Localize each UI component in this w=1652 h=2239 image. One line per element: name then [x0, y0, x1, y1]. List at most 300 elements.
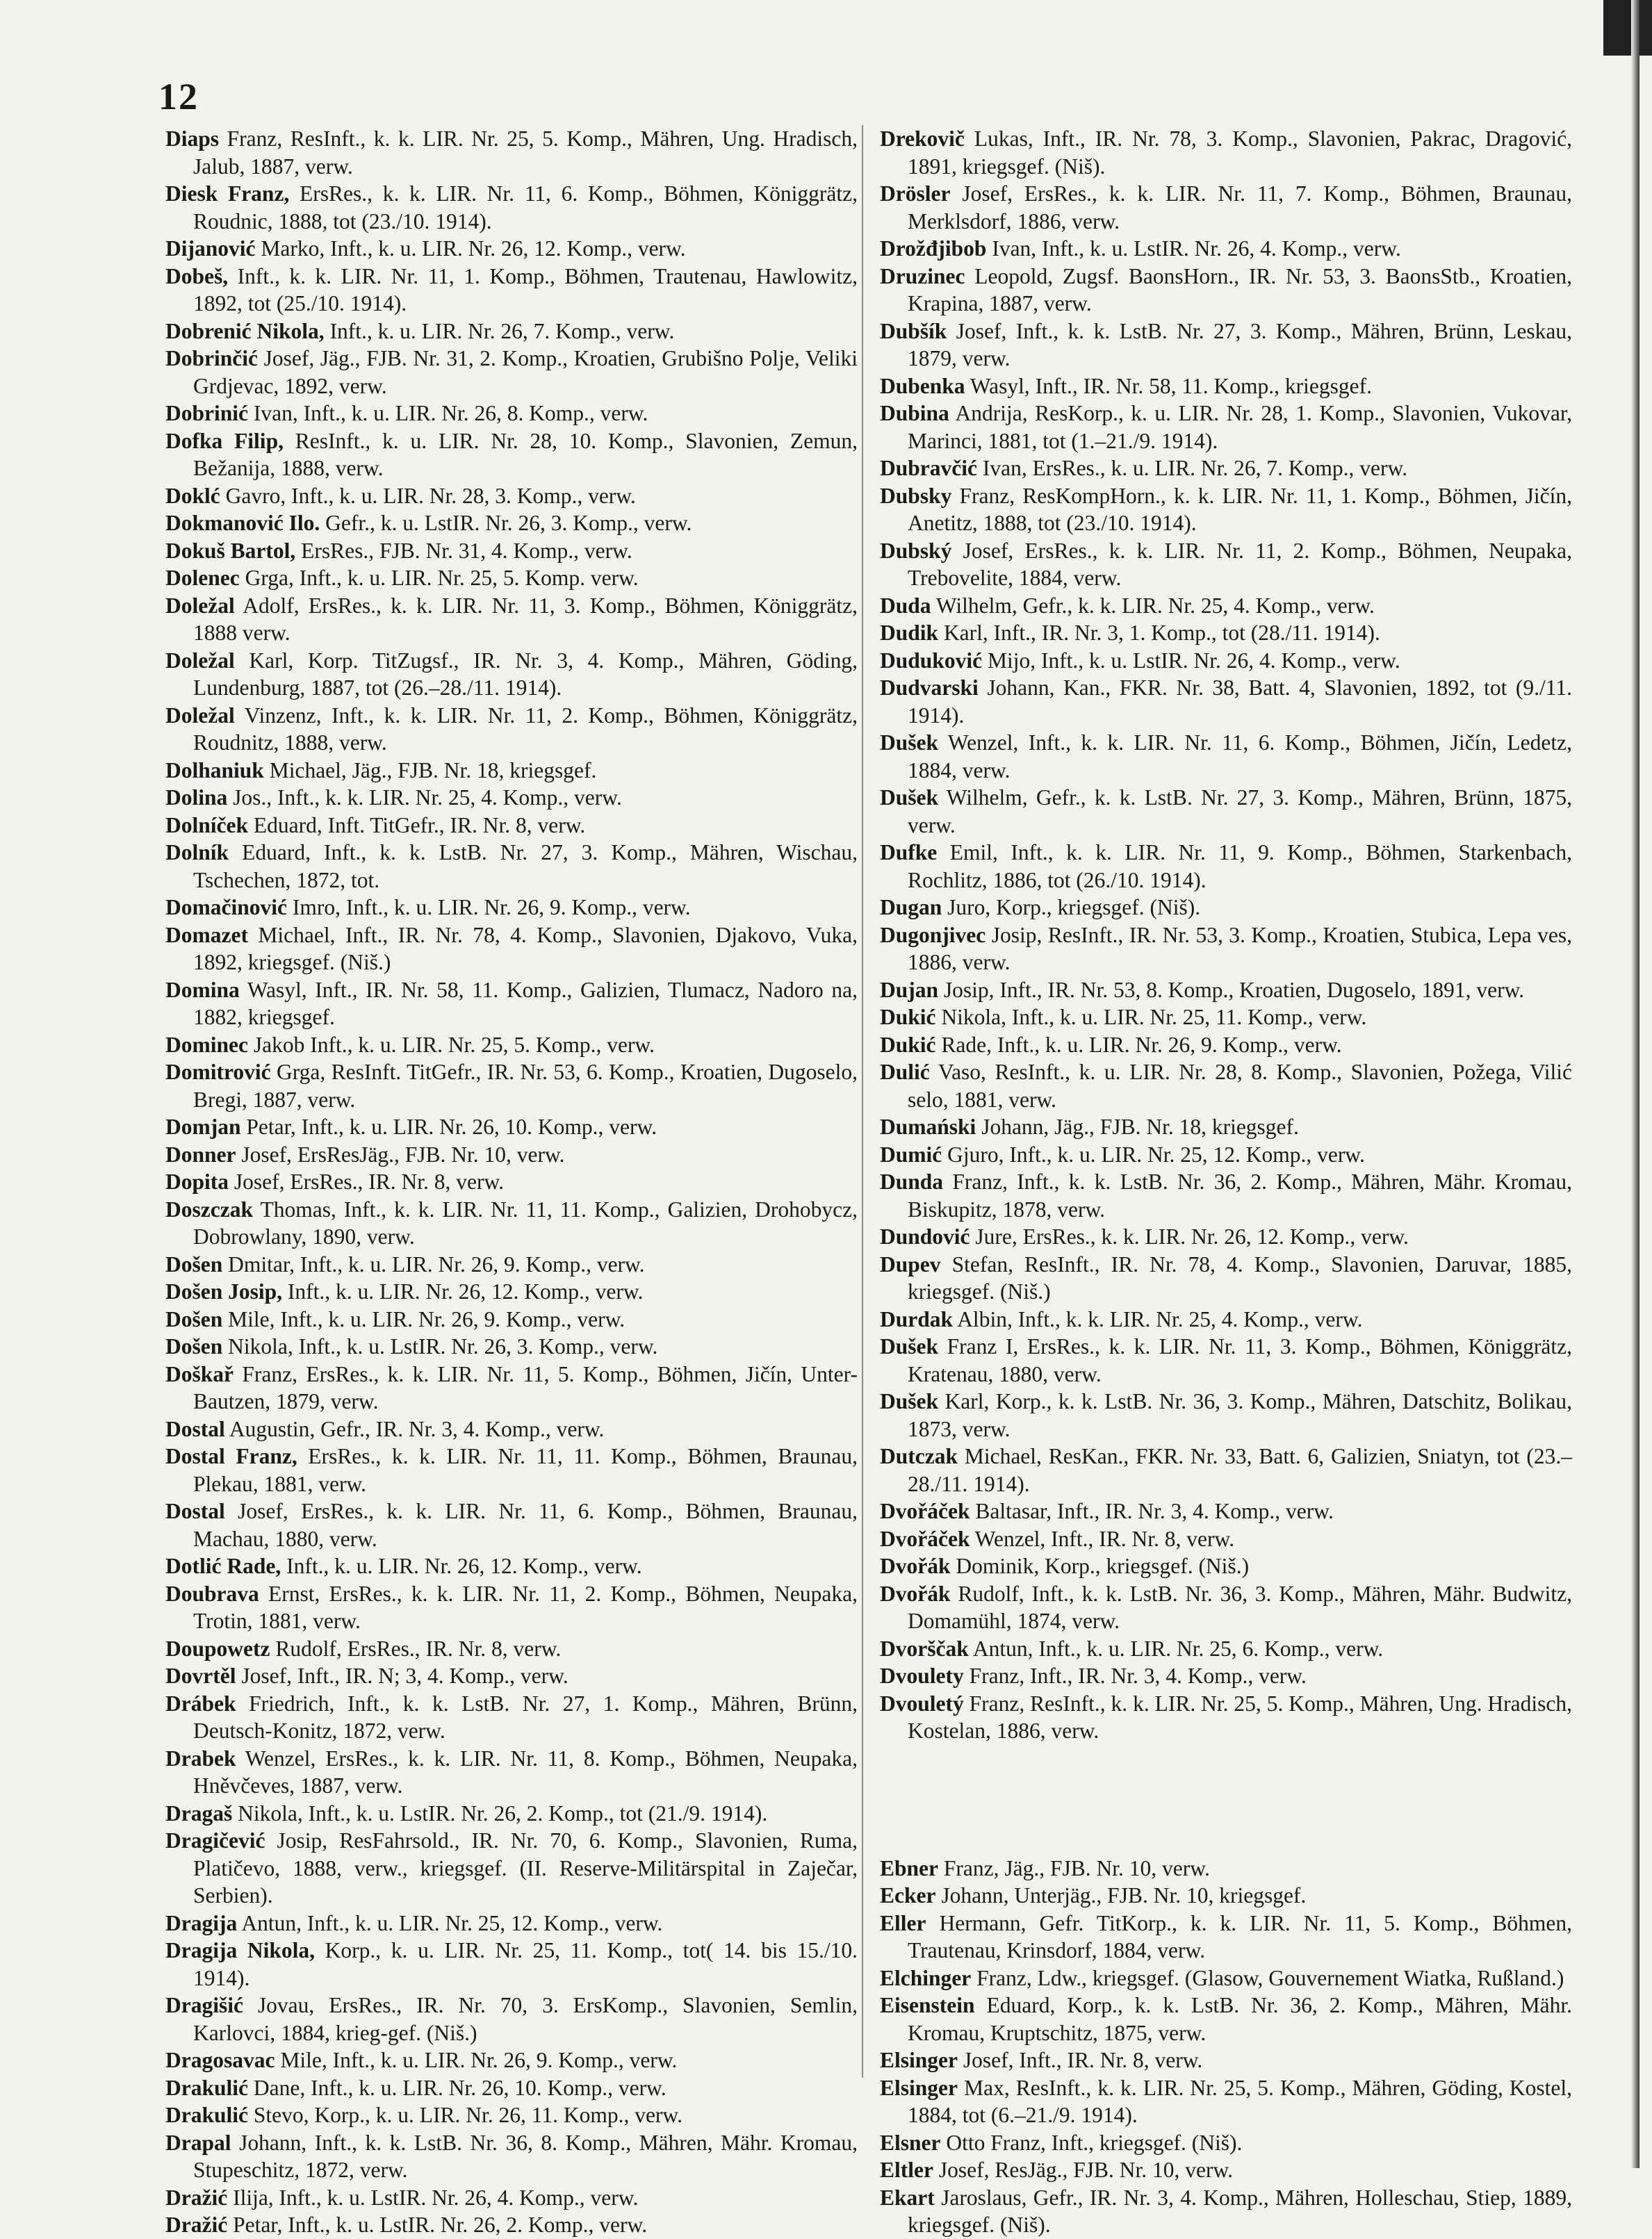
- entry-details: Leopold, Zugsf. BaonsHorn., IR. Nr. 53, 3. BaonsStb., Kroatien, Krapina, 1887, verw.: [908, 263, 1572, 315]
- entry-surname: Elchinger: [880, 1965, 972, 1990]
- entry-surname: Došen Josip,: [165, 1279, 283, 1304]
- entry-surname: Dukić: [880, 1032, 936, 1057]
- list-entry: [880, 2129, 1572, 2157]
- entry-surname: Dvoulety: [880, 1664, 964, 1688]
- right-column: [880, 125, 1572, 2239]
- entry-details: Rudolf, ErsRes., IR. Nr. 8, verw.: [275, 1636, 562, 1661]
- entry-surname: Dvořáček: [880, 1499, 970, 1523]
- entry-details: Jure, ErsRes., k. k. LIR. Nr. 26, 12. Komp., verw.: [975, 1224, 1409, 1249]
- entry-details: Korp., k. u. LIR. Nr. 25, 11. Komp., tot( 14. bis 15./10. 1914).: [193, 1938, 858, 1990]
- entry-surname: Drösler: [880, 181, 951, 206]
- entry-surname: Dvouletý: [880, 1691, 964, 1716]
- list-entry: [165, 125, 858, 180]
- list-entry: [165, 592, 858, 647]
- entry-details: Lukas, Inft., IR. Nr. 78, 3. Komp., Slavonien, Pakrac, Dragović, 1891, kriegsgef. (Niš).: [908, 126, 1573, 179]
- entry-surname: Dragaš: [165, 1801, 233, 1826]
- entry-surname: Diesk Franz,: [165, 181, 290, 206]
- entry-surname: Dotlić Rade,: [165, 1554, 281, 1578]
- entry-surname: Dubský: [880, 538, 952, 563]
- entry-details: Josef, Inft., IR. Nr. 8, verw.: [963, 2048, 1203, 2072]
- entry-surname: Drekovič: [880, 126, 965, 151]
- entry-details: Franz I, ErsRes., k. k. LIR. Nr. 11, 3. Komp., Böhmen, Königgrätz, Kratenau, 1880, verw.: [908, 1334, 1572, 1386]
- list-entry: [165, 2101, 858, 2129]
- entry-surname: Dutczak: [880, 1444, 958, 1468]
- list-entry: [165, 263, 858, 318]
- entry-surname: Dolhaniuk: [165, 757, 264, 782]
- entry-surname: Dudvarski: [880, 675, 979, 700]
- entry-details: Dominik, Korp., kriegsgef. (Niš.): [956, 1554, 1250, 1578]
- entry-details: Rade, Inft., k. u. LIR. Nr. 26, 9. Komp., verw.: [941, 1032, 1342, 1057]
- entry-surname: Dugonjivec: [880, 922, 986, 947]
- list-entry: [880, 647, 1572, 675]
- entry-surname: Dominec: [165, 1032, 248, 1057]
- entry-details: Franz, Jäg., FJB. Nr. 10, verw.: [943, 1855, 1210, 1880]
- entry-surname: Eisenstein: [880, 1993, 975, 2017]
- list-entry: [880, 1058, 1572, 1113]
- entry-surname: Dragija Nikola,: [165, 1938, 316, 1962]
- entry-details: Petar, Inft., k. u. LIR. Nr. 26, 10. Komp., verw.: [246, 1115, 657, 1139]
- list-entry: [880, 1388, 1572, 1443]
- entry-details: Nikola, Inft., k. u. LstIR. Nr. 26, 3. Komp., verw.: [228, 1334, 658, 1359]
- entry-details: Dane, Inft., k. u. LIR. Nr. 26, 10. Komp., verw.: [253, 2075, 666, 2100]
- entry-surname: Dušek: [880, 785, 939, 810]
- entry-surname: Dubenka: [880, 373, 965, 398]
- entry-details: Nikola, Inft., k. u. LstIR. Nr. 26, 2. Komp., tot (21./9. 1914).: [238, 1801, 768, 1826]
- list-entry: [165, 1910, 858, 1937]
- entry-details: Albin, Inft., k. k. LIR. Nr. 25, 4. Komp., verw.: [957, 1306, 1363, 1331]
- entry-surname: Došen: [165, 1334, 223, 1359]
- list-entry: [165, 757, 858, 785]
- list-entry: [165, 1662, 858, 1690]
- entry-details: Johann, Jäg., FJB. Nr. 18, kriegsgef.: [981, 1115, 1299, 1139]
- section-gap: [880, 1745, 1572, 1855]
- list-entry: [165, 2211, 858, 2239]
- entry-surname: Došen: [165, 1252, 223, 1277]
- entry-surname: Eltler: [880, 2158, 933, 2182]
- entry-surname: Dubšík: [880, 318, 947, 343]
- list-entry: [880, 1690, 1572, 1745]
- list-entry: [165, 1498, 858, 1552]
- list-entry: [880, 1910, 1572, 1965]
- list-entry: [880, 674, 1572, 729]
- list-entry: [880, 2074, 1572, 2129]
- entry-details: Wenzel, ErsRes., k. k. LIR. Nr. 11, 8. Komp., Böhmen, Neupaka, Hněvčeves, 1887, verw.: [193, 1746, 858, 1798]
- entry-surname: Dubsky: [880, 483, 952, 508]
- list-entry: [880, 400, 1572, 454]
- entry-surname: Druzinec: [880, 263, 965, 288]
- entry-surname: Dvořák: [880, 1554, 951, 1578]
- entry-surname: Dujan: [880, 977, 939, 1002]
- list-entry: [880, 1031, 1572, 1059]
- entry-details: Juro, Korp., kriegsgef. (Niš).: [947, 895, 1201, 919]
- entry-details: Wasyl, Inft., IR. Nr. 58, 11. Komp., kriegsgef.: [970, 373, 1372, 398]
- list-entry: [165, 1031, 858, 1059]
- entry-surname: Dražić: [165, 2213, 228, 2237]
- entry-details: Josef, ErsRes., k. k. LIR. Nr. 11, 6. Komp., Böhmen, Braunau, Machau, 1880, verw.: [193, 1499, 858, 1551]
- list-entry: [165, 1800, 858, 1828]
- entry-surname: Donner: [165, 1142, 236, 1167]
- entry-surname: Drakulić: [165, 2103, 249, 2127]
- list-entry: [165, 1168, 858, 1196]
- entry-surname: Dupev: [880, 1252, 941, 1277]
- list-entry: [165, 1580, 858, 1635]
- list-entry: [880, 894, 1572, 921]
- entry-surname: Dobeš,: [165, 263, 229, 288]
- entry-details: Johann, Kan., FKR. Nr. 38, Batt. 4, Slavonien, 1892, tot (9./11. 1914).: [908, 675, 1573, 728]
- list-entry: [165, 1443, 858, 1498]
- entry-details: Ivan, Inft., k. u. LstIR. Nr. 26, 4. Komp., verw.: [992, 236, 1401, 261]
- entry-surname: Doležal: [165, 593, 235, 618]
- list-entry: [165, 1113, 858, 1141]
- entry-details: Johann, Inft., k. k. LstB. Nr. 36, 8. Komp., Mähren, Mähr. Kromau, Stupeschitz, 1872, verw.: [193, 2130, 858, 2182]
- entry-details: Ivan, ErsRes., k. u. LIR. Nr. 26, 7. Komp., verw.: [982, 456, 1408, 480]
- entry-details: Hermann, Gefr. TitKorp., k. k. LIR. Nr. 11, 5. Komp., Böhmen, Trautenau, Krinsdorf, 1884, verw.: [908, 1910, 1573, 1962]
- entry-surname: Dražić: [165, 2185, 228, 2210]
- entry-surname: Dundović: [880, 1224, 970, 1249]
- entry-details: Ernst, ErsRes., k. k. LIR. Nr. 11, 2. Komp., Böhmen, Neupaka, Trotin, 1881, verw.: [193, 1581, 858, 1633]
- list-entry: [165, 702, 858, 757]
- list-entry: [165, 1278, 858, 1306]
- entry-details: Max, ResInft., k. k. LIR. Nr. 25, 5. Komp., Mähren, Göding, Kostel, 1884, tot (6.–21./9. 1914).: [908, 2075, 1573, 2127]
- entry-surname: Doupowetz: [165, 1636, 270, 1661]
- list-entry: [880, 1635, 1572, 1663]
- entry-details: Mile, Inft., k. u. LIR. Nr. 26, 9. Komp., verw.: [280, 2048, 678, 2072]
- entry-details: Grga, ResInft. TitGefr., IR. Nr. 53, 6. Komp., Kroatien, Dugoselo, Bregi, 1887, verw.: [193, 1060, 858, 1112]
- entry-details: Wenzel, Inft., IR. Nr. 8, verw.: [974, 1526, 1235, 1551]
- entry-details: Wilhelm, Gefr., k. k. LIR. Nr. 25, 4. Komp., verw.: [935, 593, 1375, 618]
- entry-surname: Dufke: [880, 840, 938, 864]
- entry-details: Stevo, Korp., k. u. LIR. Nr. 26, 11. Komp., verw.: [253, 2103, 683, 2127]
- entry-details: Franz, ErsRes., k. k. LIR. Nr. 11, 5. Komp., Böhmen, Jičín, Unter-Bautzen, 1879, verw.: [193, 1361, 858, 1413]
- list-entry: [880, 2156, 1572, 2184]
- entry-details: Mile, Inft., k. u. LIR. Nr. 26, 9. Komp., verw.: [228, 1306, 625, 1331]
- entry-details: Inft., k. u. LIR. Nr. 26, 12. Komp., verw.: [286, 1554, 642, 1578]
- entry-surname: Dostal Franz,: [165, 1444, 297, 1468]
- entry-surname: Dolenec: [165, 566, 240, 590]
- entry-surname: Domina: [165, 977, 240, 1002]
- entry-details: Michael, Inft., IR. Nr. 78, 4. Komp., Slavonien, Djakovo, Vuka, 1892, kriegsgef. (Niš.): [193, 922, 858, 974]
- entry-surname: Elsinger: [880, 2048, 958, 2072]
- list-entry: [165, 509, 858, 537]
- list-entry: [165, 1333, 858, 1361]
- entry-details: Wilhelm, Gefr., k. k. LstB. Nr. 27, 3. Komp., Mähren, Brünn, 1875, verw.: [908, 785, 1572, 837]
- list-entry: [880, 318, 1572, 372]
- entry-surname: Dragosavac: [165, 2048, 275, 2072]
- list-entry: [880, 1443, 1572, 1498]
- entry-surname: Doszczak: [165, 1197, 253, 1222]
- entry-surname: Dostal: [165, 1416, 225, 1441]
- list-entry: [165, 1196, 858, 1251]
- list-entry: [880, 1113, 1572, 1141]
- list-entry: [880, 482, 1572, 537]
- list-entry: [165, 1058, 858, 1113]
- entry-surname: Domitrović: [165, 1060, 271, 1084]
- entry-details: Eduard, Korp., k. k. LstB. Nr. 36, 2. Komp., Mähren, Mähr. Kromau, Kruptschitz, 1875, verw.: [908, 1993, 1573, 2045]
- list-entry: [165, 921, 858, 976]
- entry-details: Franz, ResInft., k. k. LIR. Nr. 25, 5. Komp., Mähren, Ung. Hradisch, Kostelan, 1886, verw.: [908, 1691, 1572, 1743]
- entry-details: ResInft., k. u. LIR. Nr. 28, 10. Komp., Slavonien, Zemun, Bežanija, 1888, verw.: [193, 428, 858, 480]
- scan-edge-gradient: [1631, 0, 1639, 2168]
- entry-details: Josip, ResInft., IR. Nr. 53, 3. Komp., Kroatien, Stubica, Lepa ves, 1886, verw.: [908, 922, 1572, 974]
- entry-surname: Dokuš Bartol,: [165, 538, 296, 563]
- entry-surname: Dvorščak: [880, 1636, 969, 1661]
- list-entry: [880, 125, 1572, 180]
- entry-surname: Dostal: [165, 1499, 225, 1523]
- entry-surname: Duduković: [880, 648, 983, 673]
- entry-details: Mijo, Inft., k. u. LstIR. Nr. 26, 4. Komp., verw.: [987, 648, 1400, 673]
- list-entry: [880, 1168, 1572, 1223]
- list-entry: [165, 1827, 858, 1910]
- entry-details: ErsRes., FJB. Nr. 31, 4. Komp., verw.: [301, 538, 632, 563]
- list-entry: [165, 2184, 858, 2212]
- entry-surname: Dragišić: [165, 1993, 243, 2017]
- list-entry: [165, 400, 858, 427]
- entry-details: Josip, ResFahrsold., IR. Nr. 70, 6. Komp., Slavonien, Ruma, Platičevo, 1888, verw., kriegsgef. (II. Reserve-Militärspital in Zaječar, Serbien).: [193, 1828, 858, 1908]
- entry-surname: Dobrenić Nikola,: [165, 318, 325, 343]
- entry-surname: Drakulić: [165, 2075, 249, 2100]
- list-entry: [165, 180, 858, 235]
- entry-surname: Dukić: [880, 1005, 936, 1029]
- list-entry: [880, 1580, 1572, 1635]
- entry-details: Marko, Inft., k. u. LIR. Nr. 26, 12. Komp., verw.: [261, 236, 686, 261]
- entry-surname: Dobrinčić: [165, 346, 258, 370]
- entry-details: Antun, Inft., k. u. LIR. Nr. 25, 12. Komp., verw.: [241, 1910, 663, 1935]
- list-entry: [880, 1855, 1572, 1883]
- entry-details: Adolf, ErsRes., k. k. LIR. Nr. 11, 3. Komp., Böhmen, Königgrätz, 1888 verw.: [193, 593, 858, 645]
- entry-details: Imro, Inft., k. u. LIR. Nr. 26, 9. Komp., verw.: [292, 895, 691, 919]
- list-entry: [880, 592, 1572, 620]
- page-number: 12: [158, 76, 199, 117]
- entry-details: Jaroslaus, Gefr., IR. Nr. 3, 4. Komp., Mähren, Holleschau, Stiep, 1889, kriegsgef. (Niš).: [908, 2185, 1572, 2237]
- entry-surname: Dvořák: [880, 1581, 951, 1606]
- entry-details: Jovau, ErsRes., IR. Nr. 70, 3. ErsKomp., Slavonien, Semlin, Karlovci, 1884, krieg-gef. (Niš.): [193, 1993, 858, 2045]
- entry-details: Vinzenz, Inft., k. k. LIR. Nr. 11, 2. Komp., Böhmen, Königgrätz, Roudnitz, 1888, verw.: [193, 703, 858, 755]
- entry-details: Franz, ResInft., k. k. LIR. Nr. 25, 5. Komp., Mähren, Ung. Hradisch, Jalub, 1887, verw.: [193, 126, 858, 179]
- entry-details: Wasyl, Inft., IR. Nr. 58, 11. Komp., Galizien, Tlumacz, Nadoro na, 1882, kriegsgef.: [193, 977, 858, 1029]
- entry-surname: Domazet: [165, 922, 248, 947]
- list-entry: [880, 235, 1572, 263]
- list-entry: [880, 1306, 1572, 1334]
- list-entry: [880, 619, 1572, 647]
- entry-surname: Dubina: [880, 401, 949, 425]
- entry-surname: Drapal: [165, 2130, 231, 2155]
- entry-details: Andrija, ResKorp., k. u. LIR. Nr. 28, 1. Komp., Slavonien, Vukovar, Marinci, 1881, tot (1.–21./9. 1914).: [908, 401, 1573, 453]
- entry-surname: Dragija: [165, 1910, 238, 1935]
- entry-details: Franz, Inft., k. k. LstB. Nr. 36, 2. Komp., Mähren, Mähr. Kromau, Biskupitz, 1878, verw.: [908, 1170, 1572, 1222]
- list-entry: [880, 180, 1572, 235]
- list-entry: [165, 1251, 858, 1279]
- entry-details: Baltasar, Inft., IR. Nr. 3, 4. Komp., verw.: [975, 1499, 1334, 1523]
- list-entry: [880, 1498, 1572, 1525]
- entry-details: Inft., k. u. LIR. Nr. 26, 7. Komp., verw.: [329, 318, 675, 343]
- left-column: [165, 125, 858, 2239]
- list-entry: [880, 1992, 1572, 2047]
- entry-surname: Dovrtěl: [165, 1664, 236, 1688]
- entry-surname: Eller: [880, 1910, 926, 1935]
- entry-details: Eduard, Inft. TitGefr., IR. Nr. 8, verw.: [253, 812, 586, 837]
- entry-surname: Dijanović: [165, 236, 256, 261]
- entry-details: Josef, ErsRes., k. k. LIR. Nr. 11, 7. Komp., Böhmen, Braunau, Merklsdorf, 1886, verw.: [908, 181, 1573, 233]
- list-entry: [165, 2129, 858, 2184]
- entry-surname: Dolina: [165, 785, 228, 810]
- list-entry: [880, 921, 1572, 976]
- list-entry: [880, 1662, 1572, 1690]
- entry-details: Nikola, Inft., k. u. LIR. Nr. 25, 11. Komp., verw.: [941, 1005, 1367, 1029]
- entry-details: Josef, Inft., k. k. LstB. Nr. 27, 3. Komp., Mähren, Brünn, Leskau, 1879, verw.: [908, 318, 1573, 370]
- entry-surname: Duda: [880, 593, 931, 618]
- list-entry: [880, 1333, 1572, 1388]
- entry-surname: Dubravčić: [880, 456, 977, 480]
- entry-surname: Durdak: [880, 1306, 954, 1331]
- entry-surname: Drábek: [165, 1691, 236, 1716]
- entry-details: Inft., k. u. LIR. Nr. 26, 12. Komp., verw.: [287, 1279, 644, 1304]
- entry-surname: Dolníček: [165, 812, 249, 837]
- list-entry: [880, 1552, 1572, 1580]
- list-entry: [165, 1552, 858, 1580]
- list-entry: [165, 2047, 858, 2074]
- list-entry: [165, 894, 858, 921]
- entry-details: Otto Franz, Inft., kriegsgef. (Niš).: [946, 2130, 1243, 2155]
- entry-surname: Drožđjibob: [880, 236, 987, 261]
- entry-details: Thomas, Inft., k. k. LIR. Nr. 11, 11. Komp., Galizien, Drohobycz, Dobrowlany, 1890, verw.: [193, 1197, 858, 1249]
- entry-details: Karl, Korp., k. k. LstB. Nr. 36, 3. Komp., Mähren, Datschitz, Bolikau, 1873, verw.: [908, 1389, 1573, 1441]
- entry-surname: Dušek: [880, 730, 939, 755]
- list-entry: [880, 839, 1572, 894]
- list-entry: [880, 263, 1572, 318]
- entry-surname: Dudik: [880, 621, 939, 645]
- entry-details: Friedrich, Inft., k. k. LstB. Nr. 27, 1. Komp., Mähren, Brünn, Deutsch-Konitz, 1872, verw.: [193, 1691, 858, 1743]
- entry-surname: Dugan: [880, 895, 942, 919]
- entry-details: Jakob Inft., k. u. LIR. Nr. 25, 5. Komp., verw.: [253, 1032, 655, 1057]
- entry-details: Josef, ErsRes., k. k. LIR. Nr. 11, 2. Komp., Böhmen, Neupaka, Trebovelite, 1884, verw.: [908, 538, 1572, 590]
- entry-surname: Doklć: [165, 483, 220, 508]
- entry-surname: Doležal: [165, 648, 235, 673]
- entry-details: Josef, Jäg., FJB. Nr. 31, 2. Komp., Kroatien, Grubišno Polje, Veliki Grdjevac, 1892, verw.: [193, 346, 858, 398]
- entry-surname: Dulić: [880, 1060, 930, 1084]
- entry-surname: Dumański: [880, 1115, 976, 1139]
- d-section: [880, 125, 1572, 1745]
- list-entry: [880, 454, 1572, 482]
- entry-details: Eduard, Inft., k. k. LstB. Nr. 27, 3. Komp., Mähren, Wischau, Tschechen, 1872, tot.: [193, 840, 858, 892]
- list-entry: [165, 537, 858, 565]
- scan-edge-shadow: [1603, 0, 1652, 56]
- entry-details: Franz, ResKompHorn., k. k. LIR. Nr. 11, 1. Komp., Böhmen, Jičín, Anetitz, 1888, tot (23./10. 1914).: [908, 483, 1572, 535]
- list-entry: [165, 235, 858, 263]
- entry-surname: Dragičević: [165, 1828, 265, 1853]
- entry-surname: Ecker: [880, 1883, 936, 1908]
- list-entry: [880, 1251, 1572, 1306]
- entry-details: Josef, ResJäg., FJB. Nr. 10, verw.: [938, 2158, 1234, 2182]
- entry-surname: Drabek: [165, 1746, 236, 1771]
- entry-details: Ilija, Inft., k. u. LstIR. Nr. 26, 4. Komp., verw.: [233, 2185, 639, 2210]
- list-entry: [880, 1525, 1572, 1553]
- entry-details: Inft., k. k. LIR. Nr. 11, 1. Komp., Böhmen, Trautenau, Hawlowitz, 1892, tot (25./10. 1914).: [193, 263, 858, 315]
- list-entry: [165, 1635, 858, 1663]
- list-entry: [165, 812, 858, 839]
- entry-details: Karl, Korp. TitZugsf., IR. Nr. 3, 4. Komp., Mähren, Göding, Lundenburg, 1887, tot (26.–28./11. 1914).: [193, 648, 858, 700]
- list-entry: [165, 1745, 858, 1800]
- entry-details: Vaso, ResInft., k. u. LIR. Nr. 28, 8. Komp., Slavonien, Požega, Vilić selo, 1881, verw.: [908, 1060, 1572, 1112]
- entry-details: Gavro, Inft., k. u. LIR. Nr. 28, 3. Komp., verw.: [225, 483, 636, 508]
- list-entry: [165, 318, 858, 345]
- column-divider: [862, 125, 863, 2078]
- entry-details: Franz, Inft., IR. Nr. 3, 4. Komp., verw.: [969, 1664, 1307, 1688]
- entry-details: Josef, Inft., IR. N; 3, 4. Komp., verw.: [241, 1664, 569, 1688]
- entry-details: Petar, Inft., k. u. LstIR. Nr. 26, 2. Komp., verw.: [233, 2213, 648, 2237]
- list-entry: [165, 2074, 858, 2102]
- list-entry: [165, 647, 858, 702]
- entry-surname: Doležal: [165, 703, 235, 728]
- entry-details: Jos., Inft., k. k. LIR. Nr. 25, 4. Komp., verw.: [233, 785, 622, 810]
- list-entry: [165, 839, 858, 894]
- entry-details: Gjuro, Inft., k. u. LIR. Nr. 25, 12. Komp., verw.: [947, 1142, 1365, 1167]
- entry-details: Dmitar, Inft., k. u. LIR. Nr. 26, 9. Komp., verw.: [228, 1252, 645, 1277]
- list-entry: [165, 1306, 858, 1334]
- entry-details: Karl, Inft., IR. Nr. 3, 1. Komp., tot (28./11. 1914).: [943, 621, 1380, 645]
- entry-surname: Dofka Filip,: [165, 428, 284, 453]
- entry-surname: Doškař: [165, 1361, 234, 1386]
- entry-details: Josef, ErsRes., IR. Nr. 8, verw.: [234, 1170, 505, 1194]
- entry-surname: Dunda: [880, 1170, 944, 1194]
- list-entry: [165, 1937, 858, 1992]
- entry-details: ErsRes., k. k. LIR. Nr. 11, 6. Komp., Böhmen, Königgrätz, Roudnic, 1888, tot (23./10. 1914).: [193, 181, 858, 233]
- list-entry: [165, 976, 858, 1031]
- list-entry: [165, 564, 858, 592]
- list-entry: [880, 2047, 1572, 2074]
- entry-details: Stefan, ResInft., IR. Nr. 78, 4. Komp., Slavonien, Daruvar, 1885, kriegsgef. (Niš.): [908, 1252, 1573, 1304]
- entry-details: ErsRes., k. k. LIR. Nr. 11, 11. Komp., Böhmen, Braunau, Plekau, 1881, verw.: [193, 1444, 858, 1496]
- entry-surname: Elsinger: [880, 2075, 958, 2100]
- entry-surname: Doubrava: [165, 1581, 259, 1606]
- entry-details: Rudolf, Inft., k. k. LstB. Nr. 36, 3. Komp., Mähren, Mähr. Budwitz, Domamühl, 1874, verw.: [908, 1581, 1572, 1633]
- list-entry: [880, 1965, 1572, 1992]
- list-entry: [880, 372, 1572, 400]
- list-entry: [880, 537, 1572, 592]
- entry-details: Wenzel, Inft., k. k. LIR. Nr. 11, 6. Komp., Böhmen, Jičín, Ledetz, 1884, verw.: [908, 730, 1572, 782]
- entry-surname: Dušek: [880, 1334, 939, 1359]
- entry-surname: Diaps: [165, 126, 220, 151]
- entry-surname: Dobrinić: [165, 401, 249, 425]
- list-entry: [165, 1992, 858, 2047]
- entry-details: Augustin, Gefr., IR. Nr. 3, 4. Komp., verw.: [229, 1416, 605, 1441]
- list-entry: [880, 2184, 1572, 2239]
- list-entry: [165, 1416, 858, 1443]
- entry-details: Michael, ResKan., FKR. Nr. 33, Batt. 6, Galizien, Sniatyn, tot (23.–28./11. 1914).: [908, 1444, 1573, 1496]
- entry-details: Grga, Inft., k. u. LIR. Nr. 25, 5. Komp. verw.: [245, 566, 639, 590]
- entry-surname: Dopita: [165, 1170, 229, 1194]
- e-section: [880, 1855, 1572, 2239]
- entry-surname: Dokmanović Ilo.: [165, 511, 320, 535]
- list-entry: [165, 1361, 858, 1416]
- entry-details: Michael, Jäg., FJB. Nr. 18, kriegsgef.: [269, 757, 597, 782]
- entry-details: Gefr., k. u. LstIR. Nr. 26, 3. Komp., verw.: [325, 511, 692, 535]
- list-entry: [880, 784, 1572, 839]
- entry-surname: Dvořáček: [880, 1526, 970, 1551]
- list-entry: [165, 1141, 858, 1169]
- entry-details: Emil, Inft., k. k. LIR. Nr. 11, 9. Komp., Böhmen, Starkenbach, Rochlitz, 1886, tot (26./10. 1914).: [908, 840, 1572, 892]
- list-entry: [880, 1003, 1572, 1031]
- list-entry: [165, 345, 858, 400]
- entry-surname: Dolník: [165, 840, 229, 864]
- list-entry: [880, 1223, 1572, 1251]
- list-entry: [880, 976, 1572, 1004]
- entry-surname: Ebner: [880, 1855, 939, 1880]
- entry-surname: Domačinović: [165, 895, 287, 919]
- entry-details: Franz, Ldw., kriegsgef. (Glasow, Gouvernement Wiatka, Rußland.): [976, 1965, 1564, 1990]
- entry-details: Josip, Inft., IR. Nr. 53, 8. Komp., Kroatien, Dugoselo, 1891, verw.: [943, 977, 1525, 1002]
- entry-details: Josef, ErsResJäg., FJB. Nr. 10, verw.: [241, 1142, 565, 1167]
- list-entry: [880, 1882, 1572, 1910]
